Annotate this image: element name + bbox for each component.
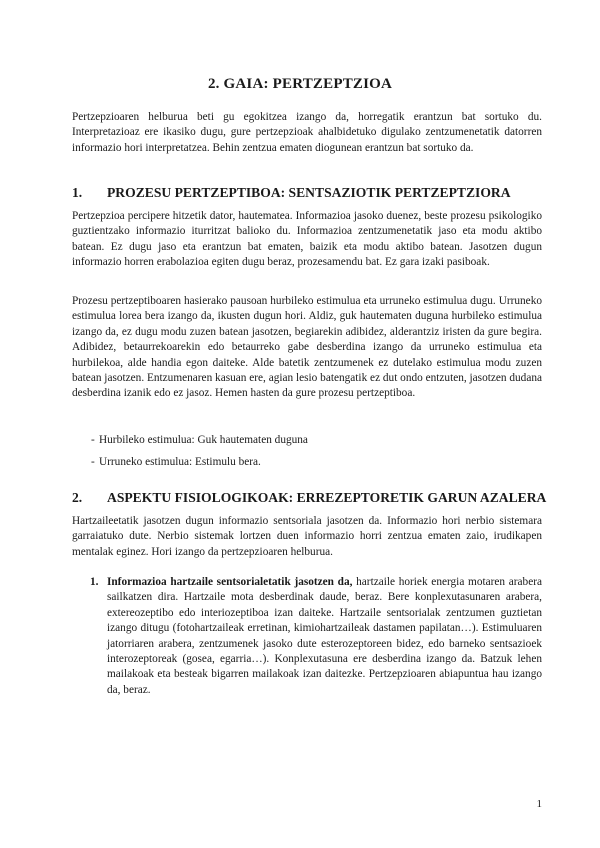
bullet-dash: - xyxy=(91,434,95,446)
numbered-item xyxy=(90,575,542,698)
bullet-item xyxy=(72,455,542,470)
bullet-dash: - xyxy=(91,456,95,469)
section-2-paragraph-1: Hartzaileetatik jasotzen dugun informazio sentsoriala jasotzen da. Informazio hori nerbio sistemara garraiatuko dute. Nerbio sistemak lortzen duen informazio horri zentzua ematen zaio, irudikapen mentalak eginez. Hori izango da pertzepzioaren helburua. xyxy=(72,515,542,558)
bullet-text: Urruneko estimulua: Estimulu bera. xyxy=(99,456,261,469)
section-1-title: PROZESU PERTZEPTIBOA: SENTSAZIOTIK PERTZEPTZIORA xyxy=(107,185,511,200)
section-2-number: 2. xyxy=(72,490,83,505)
section-1-paragraph-2: Prozesu pertzeptiboaren hasierako pausoan hurbileko estimulua eta urruneko estimulua dugu. Urruneko estimulua lorea bera izango da, ikusten dugun hori. Aldiz, guk hautematen duguna hurbileko estimulua izango da, ez dugu modu zuzen batean jasotzen, begiarekin adibidez, alderantziz iristen da gure begira. Adibidez, betaurrekoarekin edo betaurreko gabe desberdina izango da urruneko estimulua eta hurbilekoa, alde handia egon daiteke. Alde batetik zentzumenek ez dutelako estimulua modu zuzen batean jasotzen. Entzumenaren kasuan ere, agian lesio batengatik ez dut ondo entzuten, jasotzen dudana desberdina izanik edo ez jasoz. Hemen hasten da gure prozesu pertzeptiboa. xyxy=(72,295,542,400)
numbered-item-marker: 1. xyxy=(90,576,99,588)
section-1-bullet-list xyxy=(72,433,542,478)
numbered-item-lead: Informazioa hartzaile sentsorialetatik jasotzen da, xyxy=(107,576,353,588)
bullet-item xyxy=(72,433,542,448)
section-2-numbered-list xyxy=(90,575,542,698)
numbered-item-text: hartzaile horiek energia motaren arabera sailkatzen dira. Hartzaile mota desberdinak daude, beraz. Bere konplexutasunaren arabera, extereozeptibo edo interiozeptiboa izan daiteke. Hartzaile sentsorialak zentzumen guztietan izango ditugu (fotohartzaileak erretinan, kimiohartzaileak dastamen papilatan…). Estimuluaren jatorriaren arabera, zentzumenek jasoko dute esterozeptoreen bidez, edo barneko sentsazioek interozeptoreak (gosea, egarria…). Konplexutasuna ere desberdina izango da. Batzuk lehen mailakoak eta besteak bigarren mailakoak izan daitezke. Pertzepzioaren abiapuntua hau izango da, beraz. xyxy=(107,576,542,696)
page-number: 1 xyxy=(536,798,542,810)
section-2-title: ASPEKTU FISIOLOGIKOAK: ERREZEPTORETIK GARUN AZALERA xyxy=(107,490,547,505)
bullet-text: Hurbileko estimulua: Guk hautematen duguna xyxy=(99,434,308,446)
section-1-number: 1. xyxy=(72,185,83,200)
section-2-heading xyxy=(72,490,552,506)
section-1-heading xyxy=(72,185,552,201)
section-1-paragraph-1: Pertzepzioa percipere hitzetik dator, hautematea. Informazioa jasoko duenez, beste prozesu psikologiko guztientzako informazio iturritzat balioko du. Informazioa zentzumenetatik jaso eta modu aktibo batean. Ez dugu jaso eta erantzun bat ematen, baizik eta modu aktibo batean. Jasotzen dugun informazio horren erabolazioa egiten dugu beraz, prozesamendu bat. Ez gara izaki pasiboak. xyxy=(72,210,542,269)
intro-paragraph: Pertzepzioaren helburua beti gu egokitzea izango da, horregatik erantzun bat sortuko du. Interpretazioaz ere ikasiko dugu, gure pertzepzioak ahalbidetuko digulako zentzumenetatik datorren informazio hori interpretatzea. Behin zentzua ematen diogunean erantzun bat sortuko da. xyxy=(72,111,542,154)
page-title: 2. GAIA: PERTZEPTZIOA xyxy=(207,76,393,92)
